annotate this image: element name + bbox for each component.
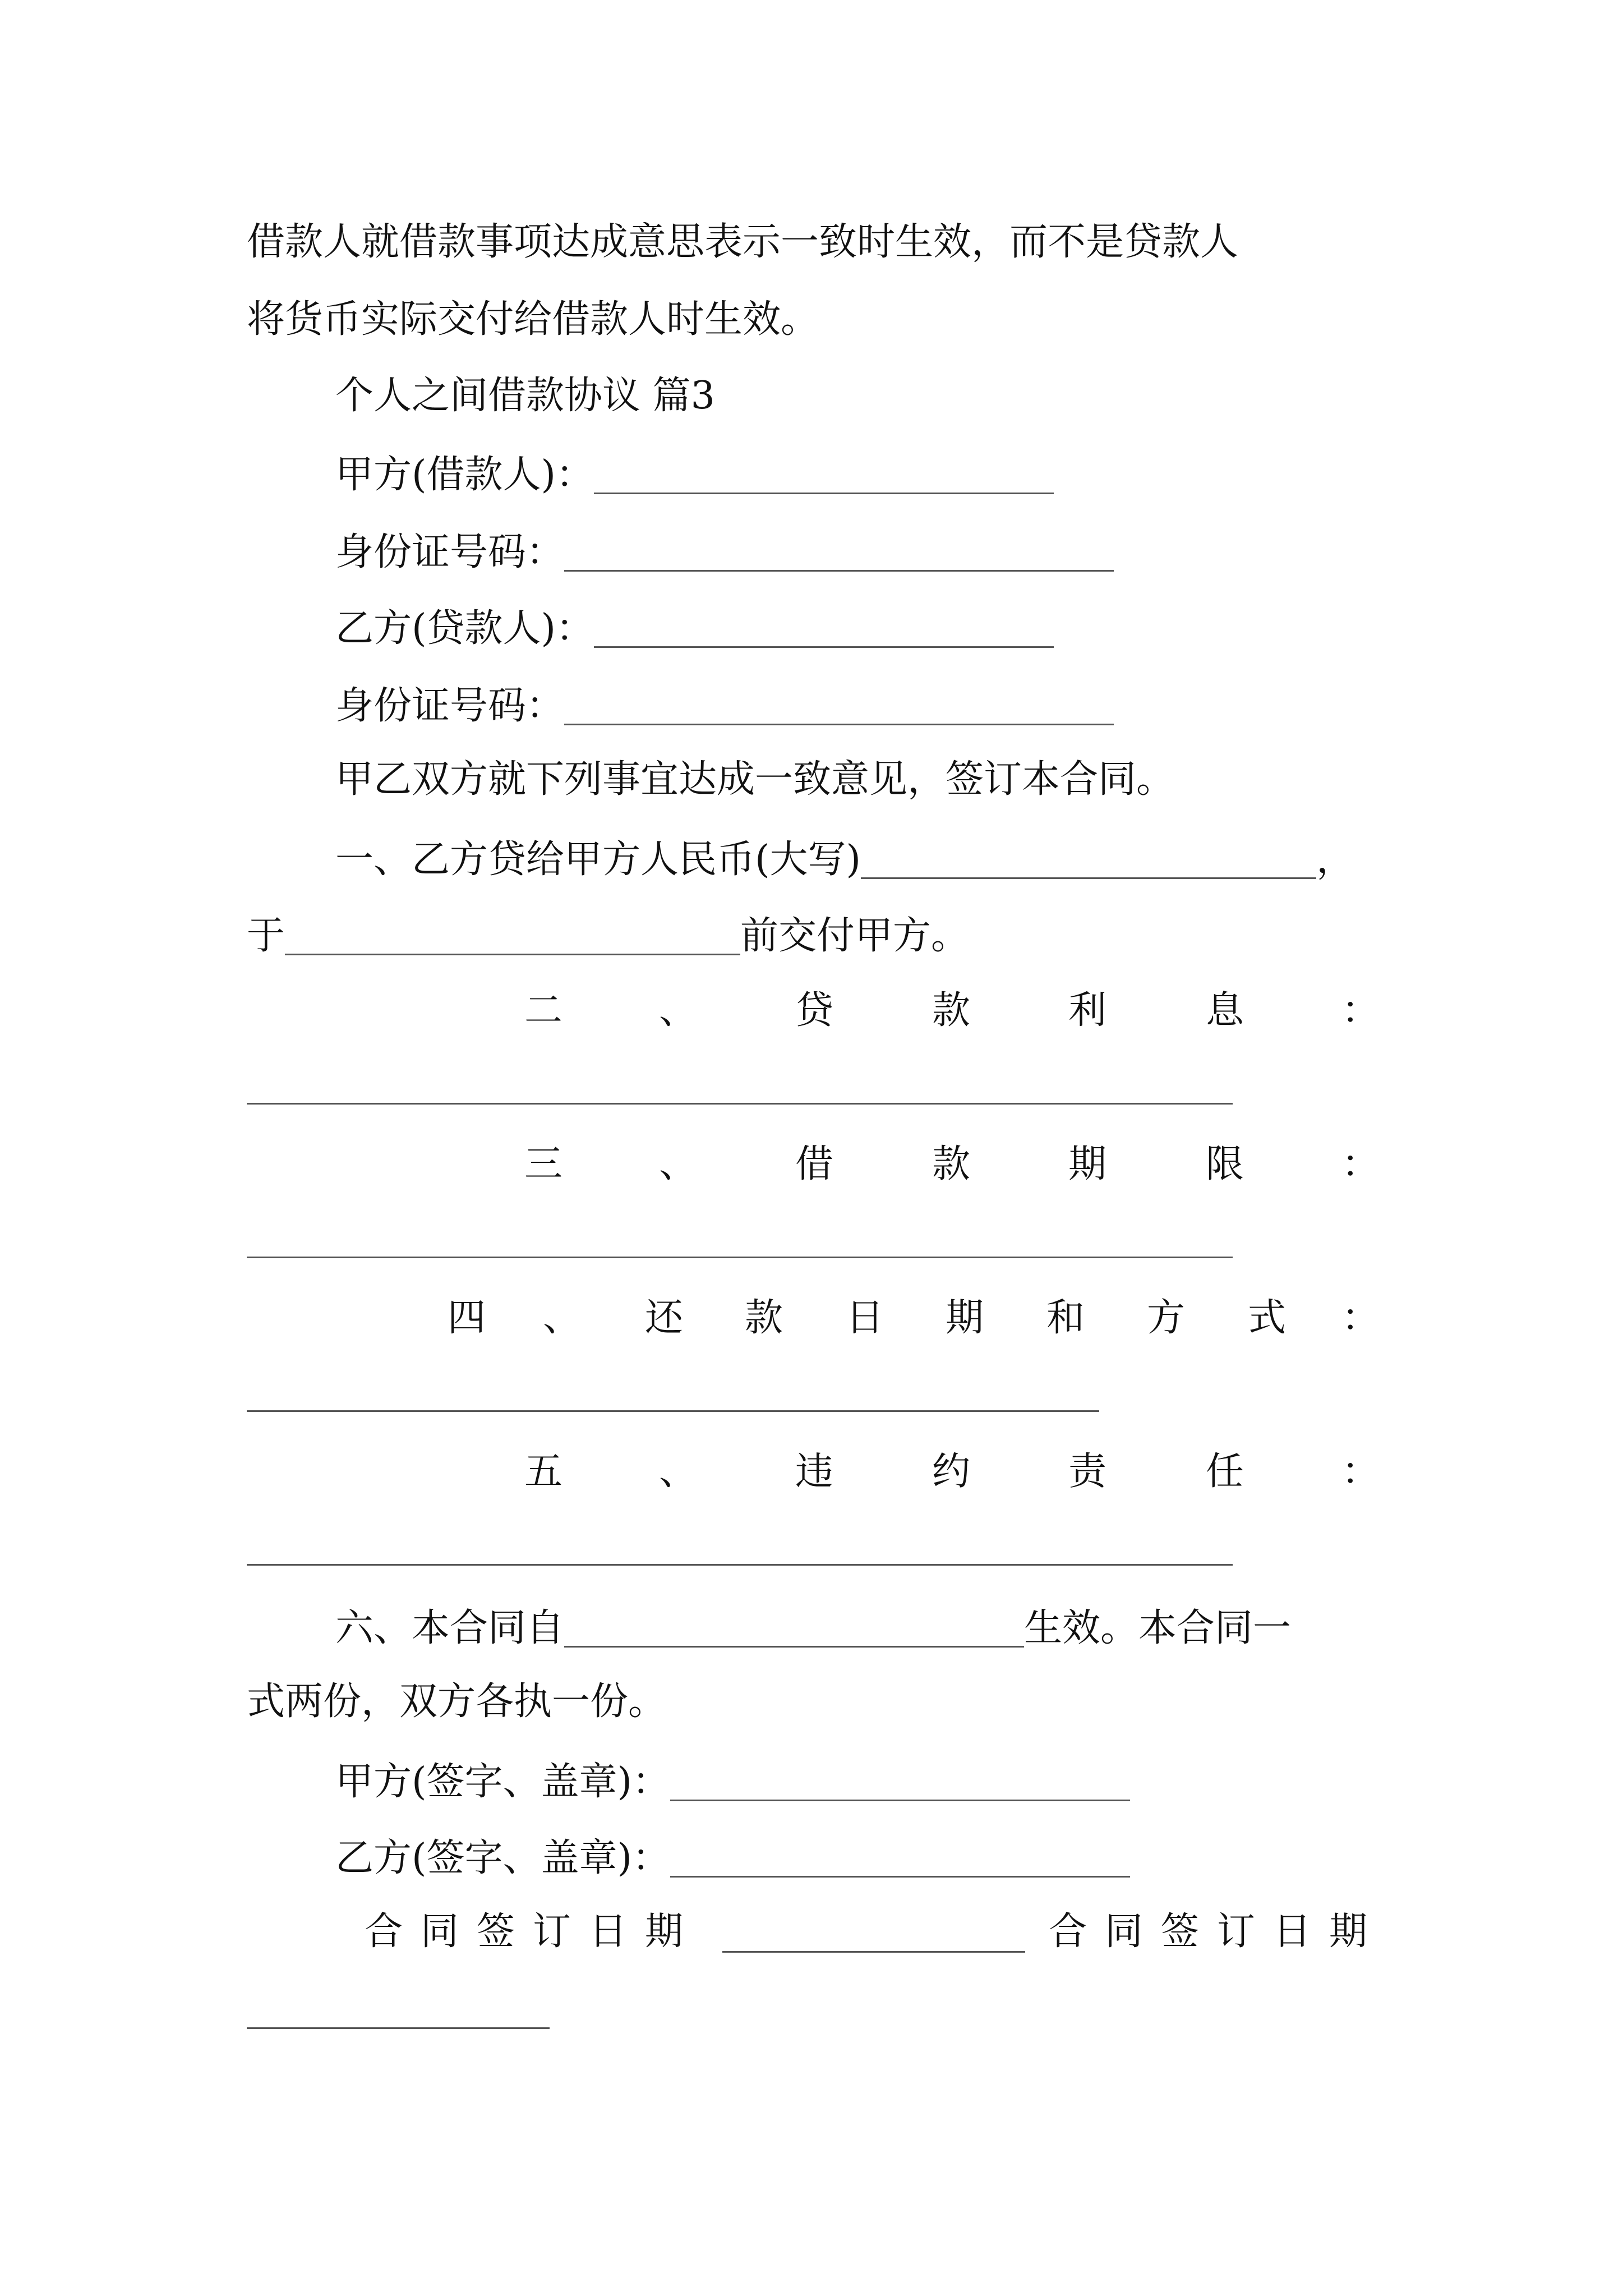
id-number-blank bbox=[564, 684, 1114, 725]
id-number-blank bbox=[564, 531, 1114, 572]
clause-1-prefix: 于 bbox=[247, 914, 285, 958]
clause-3-blank bbox=[247, 1257, 1233, 1258]
clause-char: 期 bbox=[946, 1296, 984, 1340]
clause-1-line-1 bbox=[335, 838, 1355, 882]
clause-char: 还 bbox=[645, 1296, 684, 1340]
clause-char: 期 bbox=[1068, 1142, 1107, 1186]
id-number-label: 身份证号码： bbox=[335, 530, 565, 574]
clause-char: 二 bbox=[524, 988, 563, 1033]
clause-char: 违 bbox=[795, 1450, 834, 1494]
party-a-field bbox=[335, 453, 1054, 497]
clause-char: 、 bbox=[543, 1296, 582, 1340]
clause-4-blank bbox=[247, 1410, 1099, 1412]
clause-char: 限 bbox=[1206, 1142, 1244, 1186]
clause-6-suffix: 生效。本合同一 bbox=[1024, 1606, 1292, 1650]
clause-char: 借 bbox=[795, 1142, 834, 1186]
clause-char: 款 bbox=[932, 1142, 971, 1186]
signature-b-label: 乙方(签字、盖章)： bbox=[335, 1836, 671, 1880]
clause-1-suffix: 前交付甲方。 bbox=[740, 914, 970, 958]
clause-char: 和 bbox=[1046, 1296, 1085, 1340]
clause-6-line-2: 式两份，双方各执一份。 bbox=[247, 1680, 667, 1724]
clause-char: 责 bbox=[1068, 1450, 1107, 1494]
signature-a-label: 甲方(签字、盖章)： bbox=[335, 1760, 671, 1804]
clause-char: 五 bbox=[524, 1450, 563, 1494]
clause-5-blank bbox=[247, 1564, 1233, 1566]
clause-char: ： bbox=[1341, 1450, 1380, 1494]
signature-a-blank bbox=[670, 1760, 1130, 1801]
sign-date-blank-1 bbox=[722, 1951, 1025, 1953]
clause-1-line-2 bbox=[247, 914, 970, 958]
clause-char: 贷 bbox=[795, 988, 834, 1033]
clause-char: 四 bbox=[448, 1296, 486, 1340]
clause-char: 款 bbox=[745, 1296, 783, 1340]
clause-char: 、 bbox=[659, 1142, 698, 1186]
paragraph-line: 借款人就借款事项达成意思表示一致时生效，而不是贷款人 bbox=[247, 220, 1239, 264]
clause-char: 任 bbox=[1206, 1450, 1244, 1494]
id-number-field bbox=[335, 684, 1114, 728]
clause-char: 款 bbox=[932, 988, 971, 1033]
clause-6-prefix: 六、本合同自 bbox=[335, 1606, 565, 1650]
id-number-field bbox=[335, 531, 1114, 572]
clause-char: 约 bbox=[932, 1450, 971, 1494]
clause-char: 式 bbox=[1248, 1296, 1287, 1340]
clause-char: 息 bbox=[1206, 988, 1244, 1033]
party-b-field bbox=[335, 606, 1054, 651]
delivery-date-blank bbox=[285, 914, 740, 955]
amount-blank bbox=[861, 838, 1316, 879]
party-a-label: 甲方(借款人)： bbox=[335, 453, 594, 497]
clause-char: ： bbox=[1341, 1296, 1380, 1340]
clause-char: 、 bbox=[659, 1450, 698, 1494]
clause-char: 利 bbox=[1068, 988, 1107, 1033]
party-a-blank bbox=[594, 453, 1054, 494]
clause-char: ： bbox=[1341, 1142, 1380, 1186]
clause-char: 日 bbox=[846, 1296, 884, 1340]
party-b-blank bbox=[594, 607, 1054, 648]
clause-1-comma: ， bbox=[1316, 838, 1355, 882]
clause-char: 方 bbox=[1147, 1296, 1186, 1340]
clause-6-line-1 bbox=[335, 1607, 1291, 1648]
signature-a bbox=[335, 1760, 1130, 1804]
clause-1-text: 一、乙方贷给甲方人民币(大写) bbox=[335, 838, 861, 882]
signature-b-blank bbox=[670, 1837, 1130, 1878]
agreement-intro: 甲乙双方就下列事宜达成一致意见，签订本合同。 bbox=[335, 757, 1175, 802]
id-number-label: 身份证号码： bbox=[335, 684, 565, 728]
paragraph-line: 将货币实际交付给借款人时生效。 bbox=[247, 297, 819, 342]
clause-2-blank bbox=[247, 1103, 1233, 1105]
sign-date-label-2: 合同签订日期 bbox=[1049, 1910, 1386, 1954]
sign-date-blank-2 bbox=[247, 2027, 550, 2029]
party-b-label: 乙方(贷款人)： bbox=[335, 606, 594, 651]
clause-char: 、 bbox=[659, 988, 698, 1033]
effective-date-blank bbox=[564, 1607, 1024, 1648]
sign-date-label-1: 合同签订日期 bbox=[365, 1910, 702, 1954]
section-heading: 个人之间借款协议 篇3 bbox=[335, 374, 715, 418]
clause-char: ： bbox=[1341, 988, 1380, 1033]
signature-b bbox=[335, 1837, 1130, 1878]
clause-char: 三 bbox=[524, 1142, 563, 1186]
